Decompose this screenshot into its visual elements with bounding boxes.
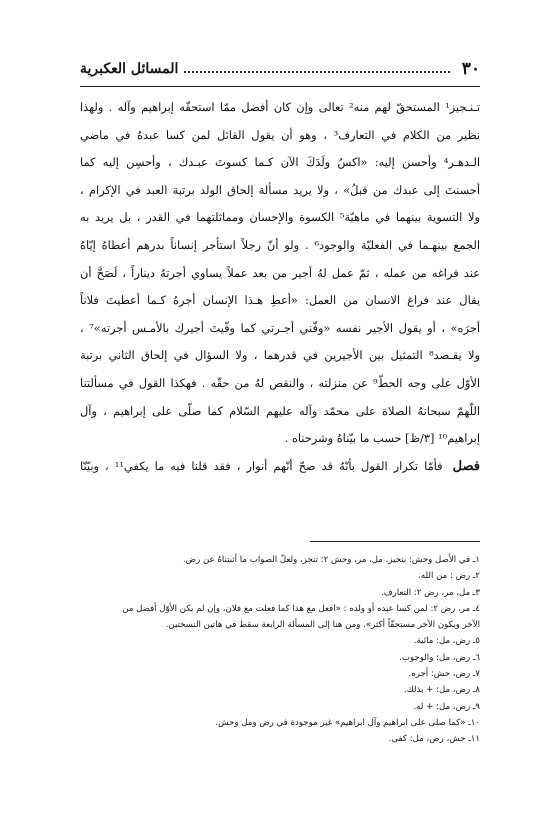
text-line: اللّهمّ سبحانهُ الصلاة على محمّد وآله عليهم السّلام كما صلّى على إبراهيم ، وآل [80, 403, 480, 418]
footnotes [60, 552, 480, 748]
text-line: فأمّا تكرار القول بأنّهُ قد صحّ أنّهم أنوار ، فقد قلنا فيه ما يكفي¹¹ ، وبيّنّا [80, 458, 443, 473]
dotted-leader [184, 71, 449, 73]
text-line: إبراهيم¹⁰ [٣/ظ] حسب ما بيّناهُ وشرحناه . [284, 431, 480, 446]
text-line: الـدهـر⁴ وأحسن إليه: «اكسُ ولَدَكَ الآن كـما كسوتَ عبـدك ، وأحسِن إليه كما [80, 155, 480, 170]
text-line: نظير من الكلام في التعارف³ ، وهو أن يقول القائل لمن كسا عبدهُ في ماضي [80, 127, 480, 142]
footnote: ٦ـ رض، مل: والوجوب. [399, 652, 480, 663]
footnote: ٢ـ رض : من الله. [418, 571, 480, 582]
section-heading: فصل [452, 458, 480, 474]
running-header [80, 54, 480, 84]
footnote: ٧ـ رض، حش: أجره. [408, 669, 480, 680]
text-line: يقال عند فراغ الانسان من العمل: «أعطِ هـذا الإنسان أجرهُ كـما أعطيتَ فلاناً [80, 293, 480, 308]
footnote: ٤ـ مر، رض ٢: لمن كسا عبده أو ولده : «افعل مع هذا كما فعلت مع فلان، وإن لم يكن الأوّل أفضل من [122, 603, 480, 614]
text-line: تـنـجيز¹ المستحقّ لهم منه² تعالى وإن كان أفضل ممّا استحقّه إبراهيم وآله . ولهذا [80, 100, 480, 114]
text-line: أجرَه» ، أو يقول الأجير نفسه «وفّني أجـرتي كما وفّيتَ أجيرك بالأمـس أجرته»⁷ ، [80, 320, 480, 335]
text-line: الأوّل على وجه الحطّ⁹ عن منزلته ، والنقص لهُ من حقّه . فهكذا القول في مسألتنا [80, 375, 480, 390]
text-line: ولا التسوية بينهما في ماهيّة⁵ الكسوة والإحسان ومماثلتهما في القدر ، بل يريد به [80, 210, 480, 225]
fasl-paragraph [80, 453, 480, 481]
text-line: أحسنتَ إلى عبدك من قبلُ» ، ولا يريد مسألة إلحاق الولد برتبة العبد في الإكرام ، [80, 182, 480, 197]
header-rule [80, 86, 480, 87]
text-line: الجمع بينهـما في الفعليّة والوجود⁶ . ولو أنّ رجلاً استأجر إنساناً بدرهم أعطاهُ إيّاهُ [80, 237, 480, 252]
footnote: ٨ـ رض، مل: + بذلك. [403, 685, 480, 696]
text-line: عند فراغه من عمله ، ثمّ عمل لهُ أجير من بعد عملاً يساوي أجرتهُ ديناراً ، لَصَحَّ أن [80, 265, 480, 280]
footnote: ٥ـ رض، مل: مائية. [413, 636, 480, 647]
book-title: المسائل العكبرية [80, 61, 179, 77]
footnote: ٣ـ مل، مر، رض ٢: التعارف. [380, 587, 480, 598]
footnote: الآخر ويكون الآخر مستحقّاً أكثر». ومن هنا إلى المسألة الرابعة سقط في هاتين النسختين. [165, 620, 480, 631]
footnote: ١١ـ حش، رض، مل: كفى. [388, 734, 480, 745]
footnote-separator [310, 541, 480, 542]
footnote: ١ـ في الأصل وحش: بتحيز. مل، مر، وحش ٢: تنجز، ولعلّ الصواب ما أثبتناهُ عن رض. [182, 555, 480, 565]
footnote: ٩ـ رض، مل: + له. [413, 701, 480, 712]
page-number: ٣٠ [461, 59, 480, 79]
text-line: ولا يقـصد⁸ التمثيل بين الأجيرين في قدرهما ، ولا السؤال في إلحاق الثاني برتبة [80, 348, 480, 363]
main-text [80, 94, 480, 480]
footnote: ١٠ـ «كما صلى على ابراهيم وآل ابراهيم» غير موجودة في رض ومل وحش. [215, 717, 480, 728]
